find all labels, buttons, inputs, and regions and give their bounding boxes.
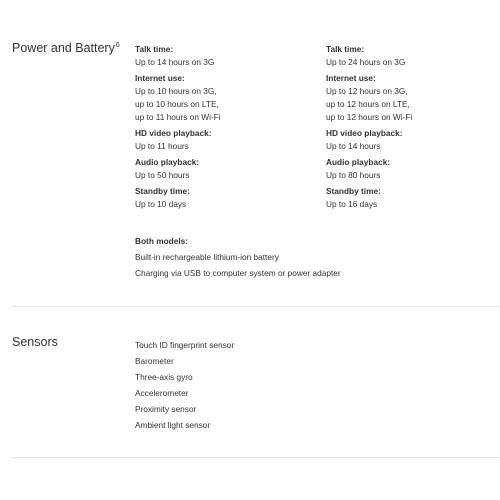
internet-use-label: Internet use: — [135, 73, 185, 83]
standby-time-label: Standby time: — [135, 186, 190, 196]
section-divider — [12, 457, 500, 458]
power-battery-title — [12, 41, 120, 55]
internet-use-line: Up to 10 hours on 3G, — [135, 86, 217, 96]
both-models-item: Charging via USB to computer system or power adapter — [135, 268, 341, 278]
hd-video-label: HD video playback: — [326, 128, 403, 138]
audio-playback-label: Audio playback: — [135, 157, 200, 167]
sensor-item: Proximity sensor — [135, 404, 197, 414]
talk-time-value: Up to 24 hours on 3G — [326, 57, 406, 67]
hd-video-value: Up to 11 hours — [135, 141, 189, 151]
hd-video-label: HD video playback: — [135, 128, 212, 138]
talk-time-value: Up to 14 hours on 3G — [135, 57, 215, 67]
sensor-item: Touch ID fingerprint sensor — [135, 340, 235, 350]
standby-time-label: Standby time: — [326, 186, 381, 196]
internet-use-line: up to 11 hours on Wi-Fi — [135, 112, 221, 122]
sensors-list — [135, 337, 234, 433]
standby-time-value: Up to 10 days — [135, 199, 187, 209]
both-models-label: Both models: — [135, 236, 189, 246]
talk-time-label: Talk time: — [135, 44, 174, 54]
sensor-item: Barometer — [135, 356, 174, 366]
audio-playback-value: Up to 80 hours — [326, 170, 381, 180]
both-models-block — [135, 233, 341, 281]
both-models-item: Built-in rechargeable lithium-ion battery — [135, 252, 279, 262]
audio-playback-value: Up to 50 hours — [135, 170, 190, 180]
internet-use-label: Internet use: — [326, 73, 376, 83]
power-battery-title-text: Power and Battery — [12, 41, 115, 55]
standby-time-value: Up to 16 days — [326, 199, 378, 209]
sensors-title: Sensors — [12, 335, 58, 349]
battery-spec-left-column — [135, 43, 221, 211]
internet-use-line: up to 12 hours on LTE, — [326, 99, 410, 109]
internet-use-line: up to 12 hours on Wi-Fi — [326, 112, 413, 122]
sensor-item: Accelerometer — [135, 388, 189, 398]
talk-time-label: Talk time: — [326, 44, 365, 54]
sensor-item: Ambient light sensor — [135, 420, 211, 430]
section-divider — [12, 306, 500, 307]
internet-use-line: Up to 12 hours on 3G, — [326, 86, 408, 96]
audio-playback-label: Audio playback: — [326, 157, 391, 167]
sensor-item: Three-axis gyro — [135, 372, 193, 382]
internet-use-line: up to 10 hours on LTE, — [135, 99, 219, 109]
footnote-marker[interactable]: 6 — [115, 42, 120, 49]
hd-video-value: Up to 14 hours — [326, 141, 381, 151]
battery-spec-right-column — [326, 43, 412, 211]
